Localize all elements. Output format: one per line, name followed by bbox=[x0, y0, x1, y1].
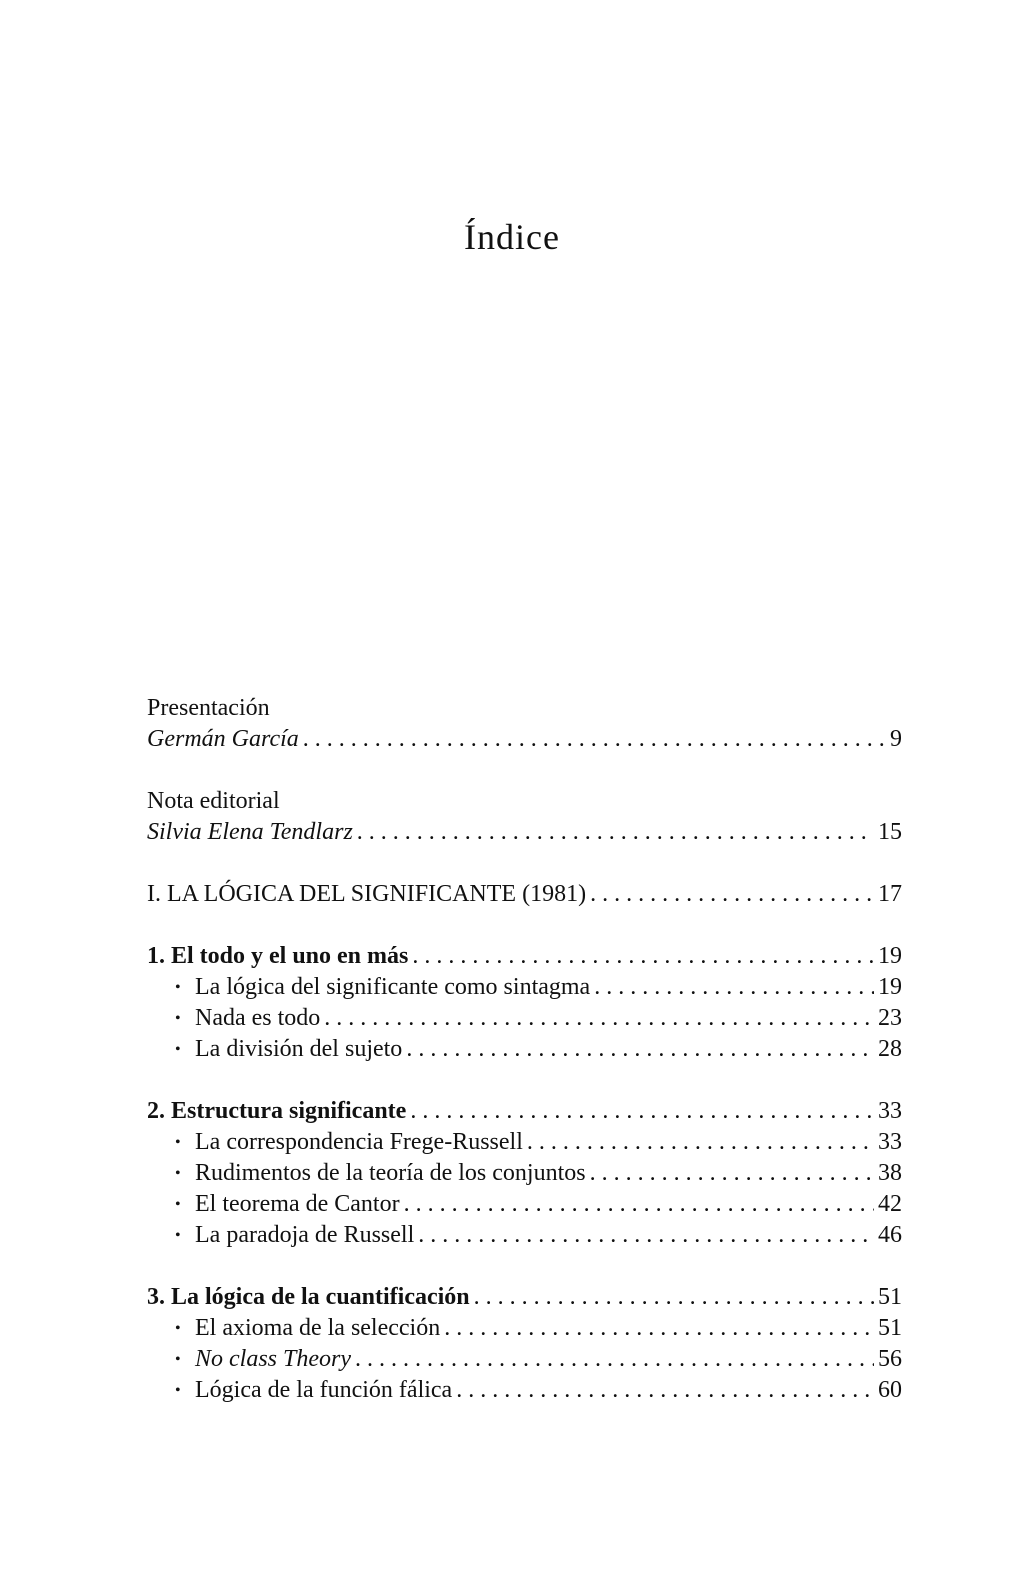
front-heading-nota-editorial: Nota editorial bbox=[147, 788, 280, 814]
entry-author: Germán García bbox=[147, 726, 299, 752]
toc-subentry[interactable] bbox=[147, 1034, 902, 1065]
bullet-icon: • bbox=[175, 1320, 181, 1337]
subentry-label: La división del sujeto bbox=[195, 1036, 403, 1062]
chapter-label: 1. El todo y el uno en más bbox=[147, 943, 409, 969]
toc-entry-presentacion[interactable] bbox=[147, 724, 902, 755]
front-heading-presentacion: Presentación bbox=[147, 695, 270, 721]
toc-subentry[interactable] bbox=[147, 1375, 902, 1406]
toc-chapter[interactable] bbox=[147, 941, 902, 972]
dot-leader bbox=[410, 1096, 874, 1127]
toc-subentry[interactable] bbox=[147, 1003, 902, 1034]
subentry-label: No class Theory bbox=[195, 1346, 351, 1372]
page-number: 19 bbox=[878, 974, 902, 1000]
subentry-label: La correspondencia Frege-Russell bbox=[195, 1129, 523, 1155]
subentry-label: Nada es todo bbox=[195, 1005, 321, 1031]
chapter-label: 2. Estructura significante bbox=[147, 1098, 407, 1124]
bullet-icon: • bbox=[175, 1041, 181, 1058]
bullet-icon: • bbox=[175, 1382, 181, 1399]
toc-subentry[interactable] bbox=[147, 1220, 902, 1251]
bullet-icon: • bbox=[175, 1196, 181, 1213]
chapter-label: 3. La lógica de la cuantificación bbox=[147, 1284, 470, 1310]
page-number: 56 bbox=[878, 1346, 902, 1372]
toc-chapter[interactable] bbox=[147, 1282, 902, 1313]
page-number: 15 bbox=[878, 819, 902, 845]
entry-author: Silvia Elena Tendlarz bbox=[147, 819, 353, 845]
toc-subentry[interactable] bbox=[147, 1158, 902, 1189]
dot-leader bbox=[355, 1344, 874, 1375]
page-number: 51 bbox=[878, 1315, 902, 1341]
subentry-label: Lógica de la función fálica bbox=[195, 1377, 453, 1403]
page-title: Índice bbox=[464, 217, 560, 258]
page-number: 51 bbox=[878, 1284, 902, 1310]
part-label: I. LA LÓGICA DEL SIGNIFICANTE (1981) bbox=[147, 881, 587, 907]
page-number: 33 bbox=[878, 1129, 902, 1155]
dot-leader bbox=[456, 1375, 874, 1406]
dot-leader bbox=[590, 1158, 874, 1189]
subentry-label: La lógica del significante como sintagma bbox=[195, 974, 591, 1000]
bullet-icon: • bbox=[175, 979, 181, 996]
toc-subentry[interactable] bbox=[147, 972, 902, 1003]
toc-subentry[interactable] bbox=[147, 1313, 902, 1344]
page-number: 17 bbox=[878, 881, 902, 907]
bullet-icon: • bbox=[175, 1227, 181, 1244]
page-number: 38 bbox=[878, 1160, 902, 1186]
page-number: 60 bbox=[878, 1377, 902, 1403]
page-number: 42 bbox=[878, 1191, 902, 1217]
page-number: 28 bbox=[878, 1036, 902, 1062]
subentry-label: El teorema de Cantor bbox=[195, 1191, 400, 1217]
bullet-icon: • bbox=[175, 1165, 181, 1182]
page-number: 19 bbox=[878, 943, 902, 969]
toc-part-heading[interactable] bbox=[147, 879, 902, 910]
bullet-icon: • bbox=[175, 1010, 181, 1027]
page-number: 23 bbox=[878, 1005, 902, 1031]
dot-leader bbox=[418, 1220, 874, 1251]
subentry-label: Rudimentos de la teoría de los conjuntos bbox=[195, 1160, 586, 1186]
page-number: 33 bbox=[878, 1098, 902, 1124]
subentry-label: El axioma de la selección bbox=[195, 1315, 441, 1341]
dot-leader bbox=[474, 1282, 874, 1313]
dot-leader bbox=[444, 1313, 874, 1344]
page-number: 46 bbox=[878, 1222, 902, 1248]
dot-leader bbox=[357, 817, 874, 848]
bullet-icon: • bbox=[175, 1134, 181, 1151]
dot-leader bbox=[404, 1189, 874, 1220]
table-of-contents bbox=[147, 693, 902, 1406]
toc-chapter[interactable] bbox=[147, 1096, 902, 1127]
page-number: 9 bbox=[890, 726, 902, 752]
toc-entry-nota-editorial[interactable] bbox=[147, 817, 902, 848]
subentry-label: La paradoja de Russell bbox=[195, 1222, 415, 1248]
bullet-icon: • bbox=[175, 1351, 181, 1368]
dot-leader bbox=[412, 941, 874, 972]
dot-leader bbox=[590, 879, 874, 910]
toc-subentry[interactable] bbox=[147, 1189, 902, 1220]
dot-leader bbox=[303, 724, 886, 755]
dot-leader bbox=[324, 1003, 874, 1034]
dot-leader bbox=[406, 1034, 874, 1065]
dot-leader bbox=[527, 1127, 874, 1158]
dot-leader bbox=[594, 972, 874, 1003]
toc-subentry[interactable] bbox=[147, 1344, 902, 1375]
toc-subentry[interactable] bbox=[147, 1127, 902, 1158]
